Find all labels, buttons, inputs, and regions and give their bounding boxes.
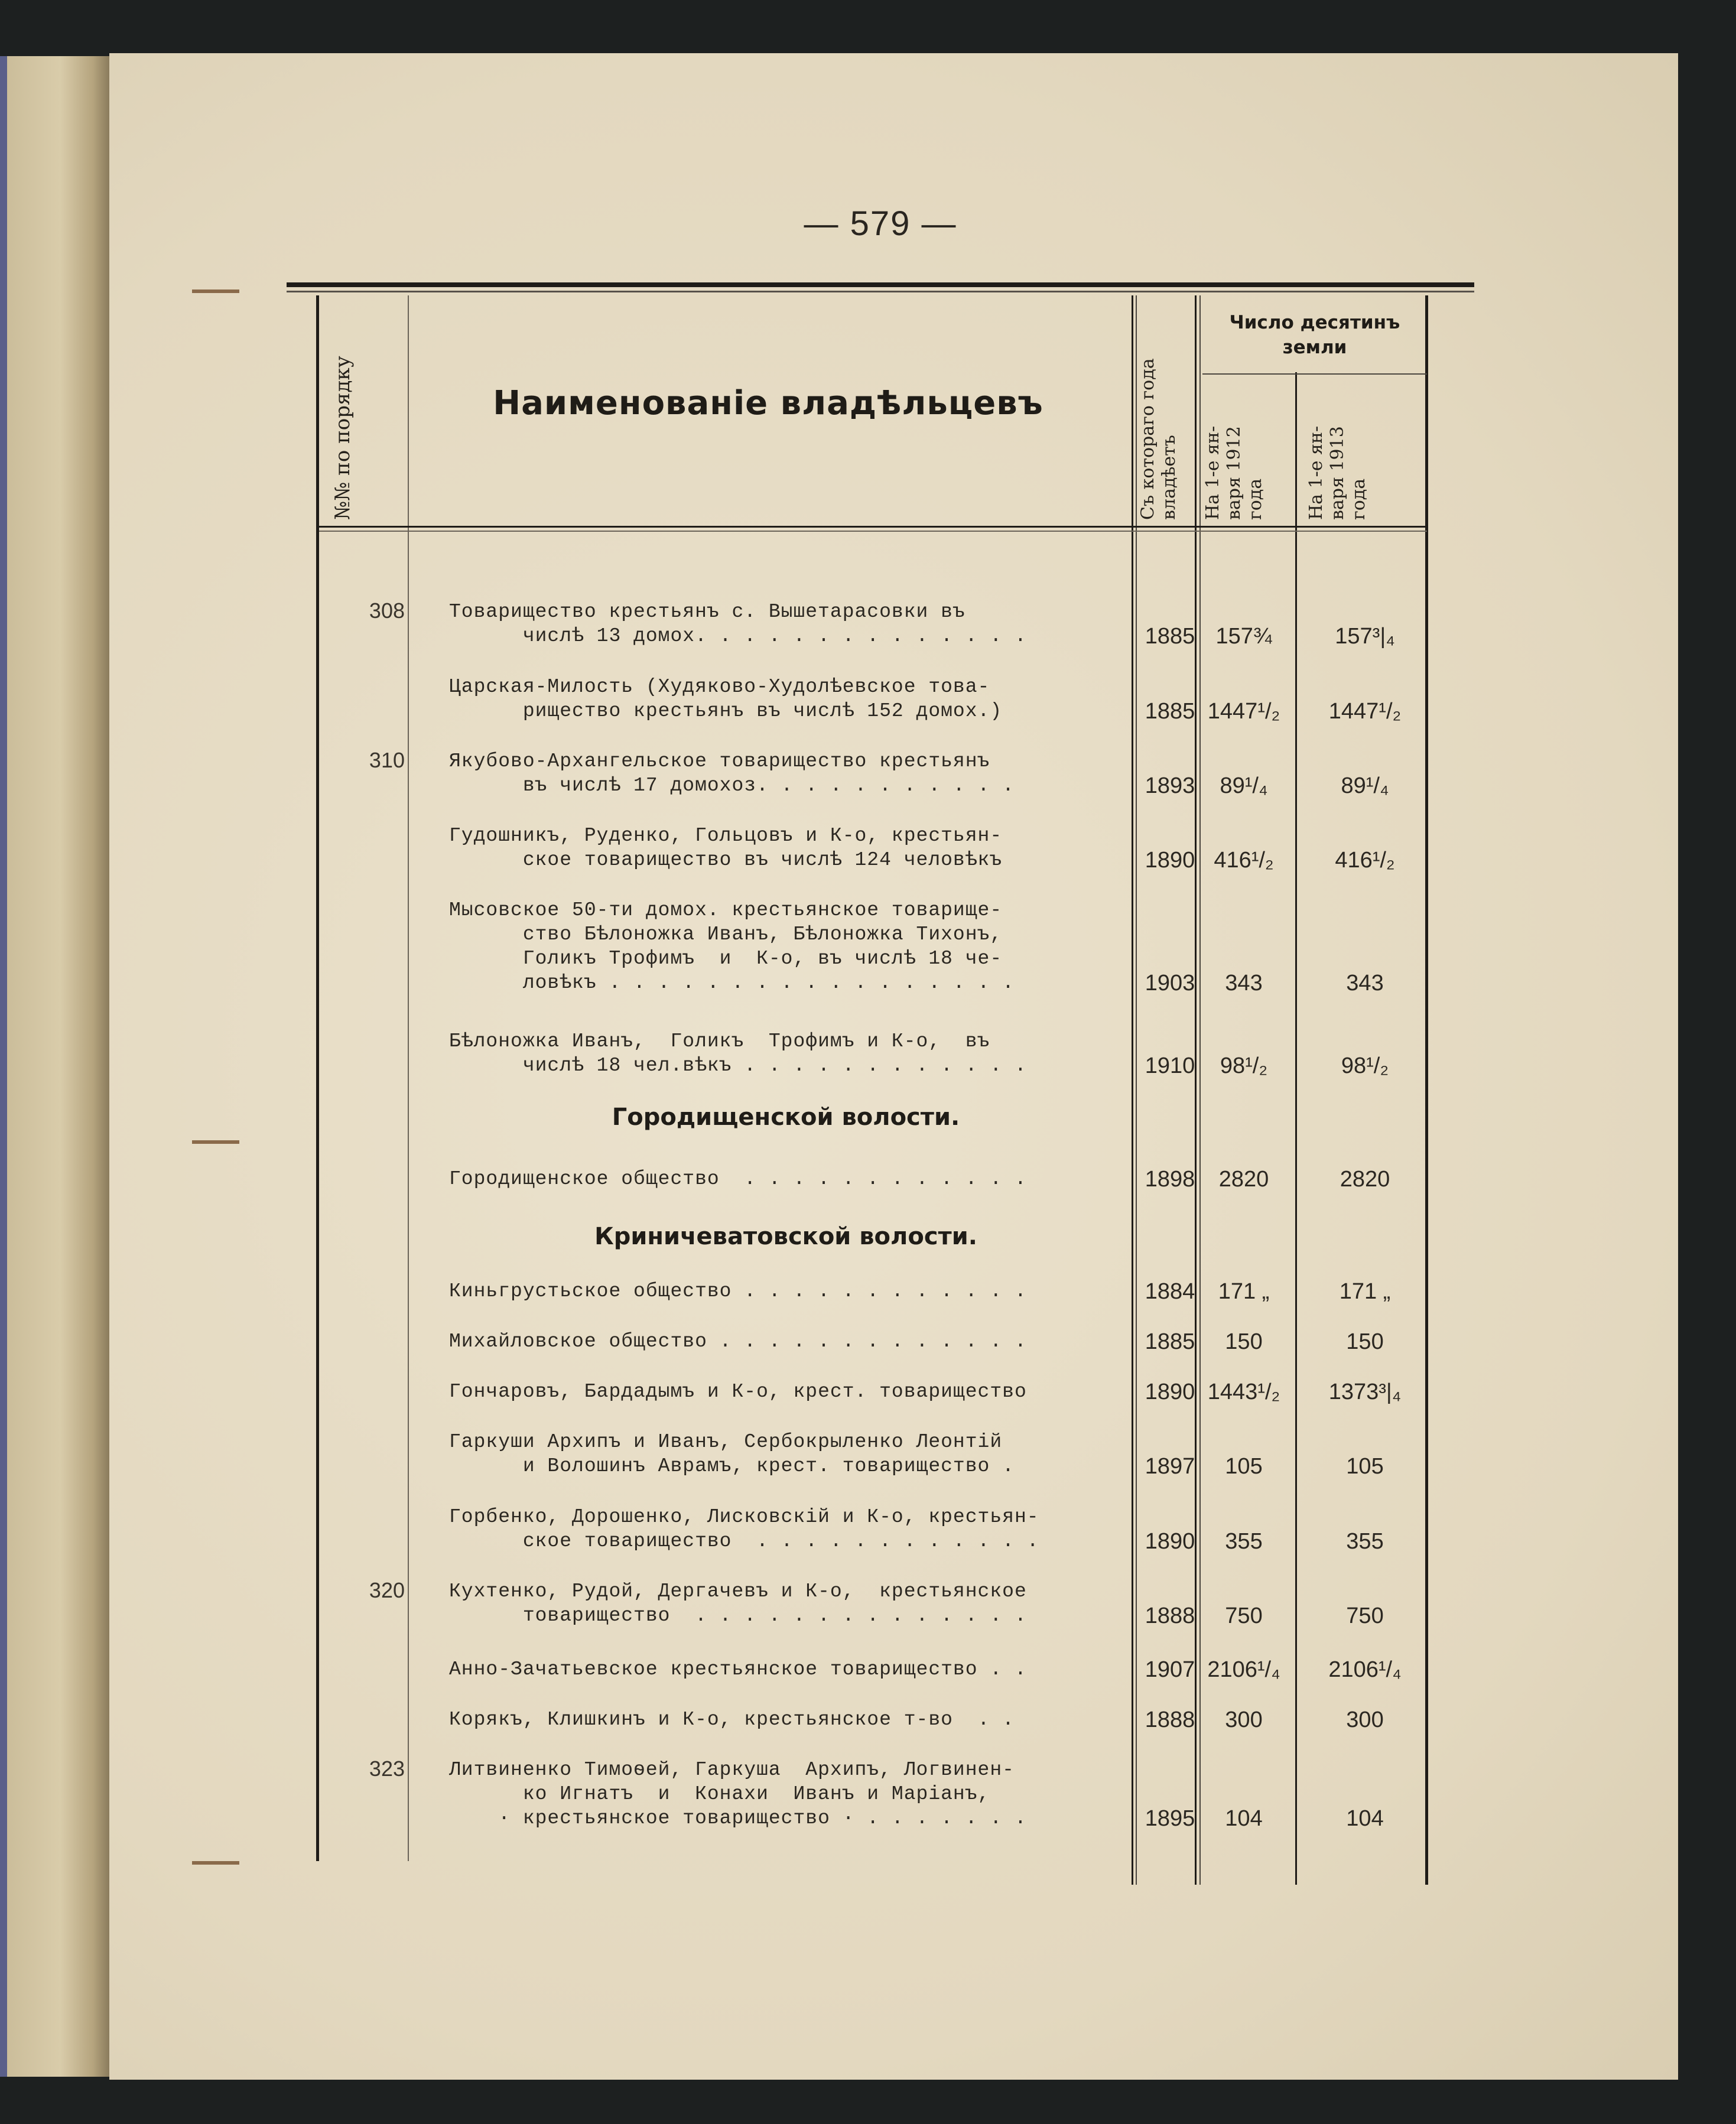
owner-name-line: Гончаровъ, Бардадымъ и К-о, крест. товарищество — [449, 1381, 1027, 1403]
land-1913-value: 157³|₄ — [1335, 624, 1395, 649]
year-value: 1890 — [1145, 1380, 1195, 1404]
year-value: 1903 — [1145, 971, 1195, 996]
year-value: 1893 — [1145, 773, 1195, 798]
owner-name — [449, 824, 1123, 872]
header-since-year-line: владѣетъ — [1159, 435, 1179, 520]
owner-name — [449, 1430, 1123, 1478]
col-1912-rule — [1295, 372, 1297, 1885]
land-1913-value: 1447¹/₂ — [1328, 699, 1402, 724]
header-since-year-line: Съ котораго года — [1137, 358, 1158, 520]
header-bottom-rule — [319, 526, 1427, 528]
land-1912-value: 150 — [1225, 1329, 1263, 1354]
owner-name-line: Кухтенко, Рудой, Дергачевъ и К-о, крестьянское — [449, 1580, 1027, 1602]
year-value: 1907 — [1145, 1657, 1195, 1682]
header-land — [1202, 310, 1427, 360]
owner-name-line: Товарищество крестьянъ с. Вышетарасовки въ — [449, 601, 965, 623]
owner-name — [449, 1329, 1123, 1354]
row-number: 323 — [369, 1757, 405, 1781]
header-1913-line: года — [1348, 478, 1369, 520]
owner-name-line: · крестьянское товарищество · . . . . . . . — [449, 1807, 1027, 1829]
header-1912-line: варя 1912 — [1224, 426, 1244, 520]
land-1913-value: 355 — [1346, 1529, 1384, 1554]
header-owner: Наименованіе владѣльцевъ — [493, 384, 1043, 422]
owner-name-line: ловѣкъ . . . . . . . . . . . . . . . . . — [449, 972, 1015, 994]
col-owner-rule — [1132, 295, 1133, 1885]
land-1912-value: 416¹/₂ — [1214, 848, 1274, 873]
owner-name-line: ство Бѣлоножка Иванъ, Бѣлоножка Тихонъ, — [449, 923, 1003, 945]
header-1913-line: На 1-е ян- — [1306, 425, 1327, 520]
land-1912-value: 98¹/₂ — [1220, 1053, 1268, 1078]
col-owner-rule-2 — [1136, 295, 1137, 1885]
header-1913 — [1306, 426, 1370, 520]
binding-stitch — [192, 290, 239, 293]
land-1913-value: 89¹/₄ — [1341, 773, 1389, 798]
header-1912-line: года — [1245, 478, 1266, 520]
land-1913-value: 2106¹/₄ — [1328, 1657, 1402, 1682]
binding-stitch — [192, 1861, 239, 1865]
owner-name-line: числѣ 18 чел.вѣкъ . . . . . . . . . . . . — [449, 1055, 1027, 1076]
land-1912-value: 157¾ — [1215, 624, 1272, 649]
year-value: 1888 — [1145, 1707, 1195, 1732]
section-heading: Криничеватовской волости. — [594, 1223, 977, 1250]
owner-name-line: Михайловское общество . . . . . . . . . . . . . — [449, 1331, 1027, 1352]
binding-stitch — [192, 1140, 239, 1144]
header-land-line: земли — [1282, 337, 1347, 358]
owner-name-line: и Волошинъ Аврамъ, крест. товарищество . — [449, 1455, 1015, 1477]
owner-name-line: Горбенко, Дорошенко, Лисковскій и К-о, крестьян- — [449, 1506, 1039, 1528]
land-1912-value: 750 — [1225, 1603, 1263, 1628]
owner-name-line: ское товарищество . . . . . . . . . . . . — [449, 1530, 1039, 1552]
land-1913-value: 150 — [1346, 1329, 1384, 1354]
row-number: 310 — [369, 748, 405, 772]
row-number: 308 — [369, 599, 405, 623]
year-value: 1885 — [1145, 699, 1195, 724]
col-year-rule-2 — [1199, 295, 1201, 1885]
land-1913-value: 416¹/₂ — [1335, 848, 1395, 873]
owner-name — [449, 600, 1123, 648]
land-1912-value: 1443¹/₂ — [1207, 1380, 1280, 1404]
owner-name — [449, 1029, 1123, 1078]
owner-name — [449, 1279, 1123, 1303]
header-bottom-rule-2 — [319, 531, 1427, 532]
year-value: 1888 — [1145, 1603, 1195, 1628]
land-1912-value: 2106¹/₄ — [1207, 1657, 1280, 1682]
year-value: 1885 — [1145, 624, 1195, 649]
owner-name-line: Литвиненко Тимоѳей, Гаркуша Архипъ, Логвинен- — [449, 1759, 1015, 1781]
owner-name — [449, 749, 1123, 798]
land-1913-value: 98¹/₂ — [1341, 1053, 1389, 1078]
year-value: 1890 — [1145, 848, 1195, 873]
owner-name — [449, 675, 1123, 723]
year-value: 1898 — [1145, 1167, 1195, 1192]
header-number: №№ по порядку — [331, 356, 355, 520]
owner-name-line: Корякъ, Клишкинъ и К-о, крестьянское т-во . . — [449, 1709, 1015, 1731]
table-top-rule-thin — [287, 291, 1474, 292]
owner-name-line: Якубово-Архангельское товарищество крестьянъ — [449, 750, 990, 772]
page-number: — 579 — — [804, 204, 957, 243]
owner-name-line: Бѣлоножка Иванъ, Голикъ Трофимъ и К-о, въ — [449, 1030, 990, 1052]
left-page-edge — [0, 56, 111, 2077]
header-1912 — [1202, 426, 1266, 520]
table-top-rule — [287, 282, 1474, 287]
col-year-rule — [1195, 295, 1197, 1885]
section-heading: Городищенской волости. — [612, 1104, 960, 1131]
land-1912-value: 300 — [1225, 1707, 1263, 1732]
land-1913-value: 300 — [1346, 1707, 1384, 1732]
land-subheader-rule — [1202, 373, 1427, 375]
land-1912-value: 89¹/₄ — [1220, 773, 1268, 798]
land-1912-value: 355 — [1225, 1529, 1263, 1554]
year-value: 1895 — [1145, 1806, 1195, 1831]
book-cover-edge — [0, 56, 7, 2077]
land-1912-value: 171 „ — [1218, 1279, 1270, 1304]
year-value: 1897 — [1145, 1454, 1195, 1479]
land-1913-value: 104 — [1346, 1806, 1384, 1831]
year-value: 1890 — [1145, 1529, 1195, 1554]
row-number: 320 — [369, 1578, 405, 1602]
header-land-line: Число десятинъ — [1229, 312, 1400, 333]
owner-name — [449, 898, 1123, 995]
owner-name-line: Голикъ Трофимъ и К-о, въ числѣ 18 че- — [449, 948, 1003, 970]
owner-name — [449, 1167, 1123, 1191]
owner-name-line: Царская-Милость (Худяково-Худолѣевское това- — [449, 676, 990, 698]
owner-name-line: Киньгрустьское общество . . . . . . . . . . . . — [449, 1280, 1027, 1302]
land-1912-value: 2820 — [1218, 1167, 1269, 1192]
land-1913-value: 2820 — [1340, 1167, 1390, 1192]
owner-name-line: числѣ 13 домох. . . . . . . . . . . . . . — [449, 625, 1027, 647]
year-value: 1885 — [1145, 1329, 1195, 1354]
header-1912-line: На 1-е ян- — [1202, 425, 1223, 520]
owner-name-line: Анно-Зачатьевское крестьянское товарищество . . — [449, 1658, 1027, 1680]
owner-name-line: Мысовское 50-ти домох. крестьянское товарище- — [449, 899, 1003, 921]
header-since-year — [1137, 358, 1180, 520]
owner-name-line: товарищество . . . . . . . . . . . . . . — [449, 1605, 1027, 1627]
owner-name — [449, 1579, 1123, 1628]
land-1913-value: 343 — [1346, 971, 1384, 996]
table-right-rule — [1425, 295, 1428, 1885]
owner-name-line: ко Игнатъ и Конахи Иванъ и Маріанъ, — [449, 1783, 990, 1805]
land-1912-value: 105 — [1225, 1454, 1263, 1479]
owner-name — [449, 1657, 1123, 1681]
owner-name-line: въ числѣ 17 домохоз. . . . . . . . . . . — [449, 775, 1015, 796]
land-1912-value: 1447¹/₂ — [1207, 699, 1280, 724]
owner-name-line: Гудошникъ, Руденко, Гольцовъ и К-о, крестьян- — [449, 825, 1003, 847]
owner-name — [449, 1505, 1123, 1553]
land-1912-value: 104 — [1225, 1806, 1263, 1831]
owner-name-line: Городищенское общество . . . . . . . . . . . . — [449, 1168, 1027, 1190]
owner-name-line: ское товарищество въ числѣ 124 человѣкъ — [449, 849, 1003, 871]
land-1913-value: 171 „ — [1339, 1279, 1391, 1304]
owner-name — [449, 1380, 1123, 1404]
land-1913-value: 105 — [1346, 1454, 1384, 1479]
year-value: 1884 — [1145, 1279, 1195, 1304]
header-1913-line: варя 1913 — [1327, 426, 1348, 520]
year-value: 1910 — [1145, 1053, 1195, 1078]
land-1912-value: 343 — [1225, 971, 1263, 996]
owner-name-line: Гаркуши Архипъ и Иванъ, Сербокрыленко Леонтій — [449, 1431, 1003, 1453]
owner-name — [449, 1758, 1123, 1830]
owner-name — [449, 1707, 1123, 1732]
land-1913-value: 1373³|₄ — [1328, 1380, 1402, 1404]
owner-name-line: рищество крестьянъ въ числѣ 152 домох.) — [449, 700, 1003, 722]
land-1913-value: 750 — [1346, 1603, 1384, 1628]
